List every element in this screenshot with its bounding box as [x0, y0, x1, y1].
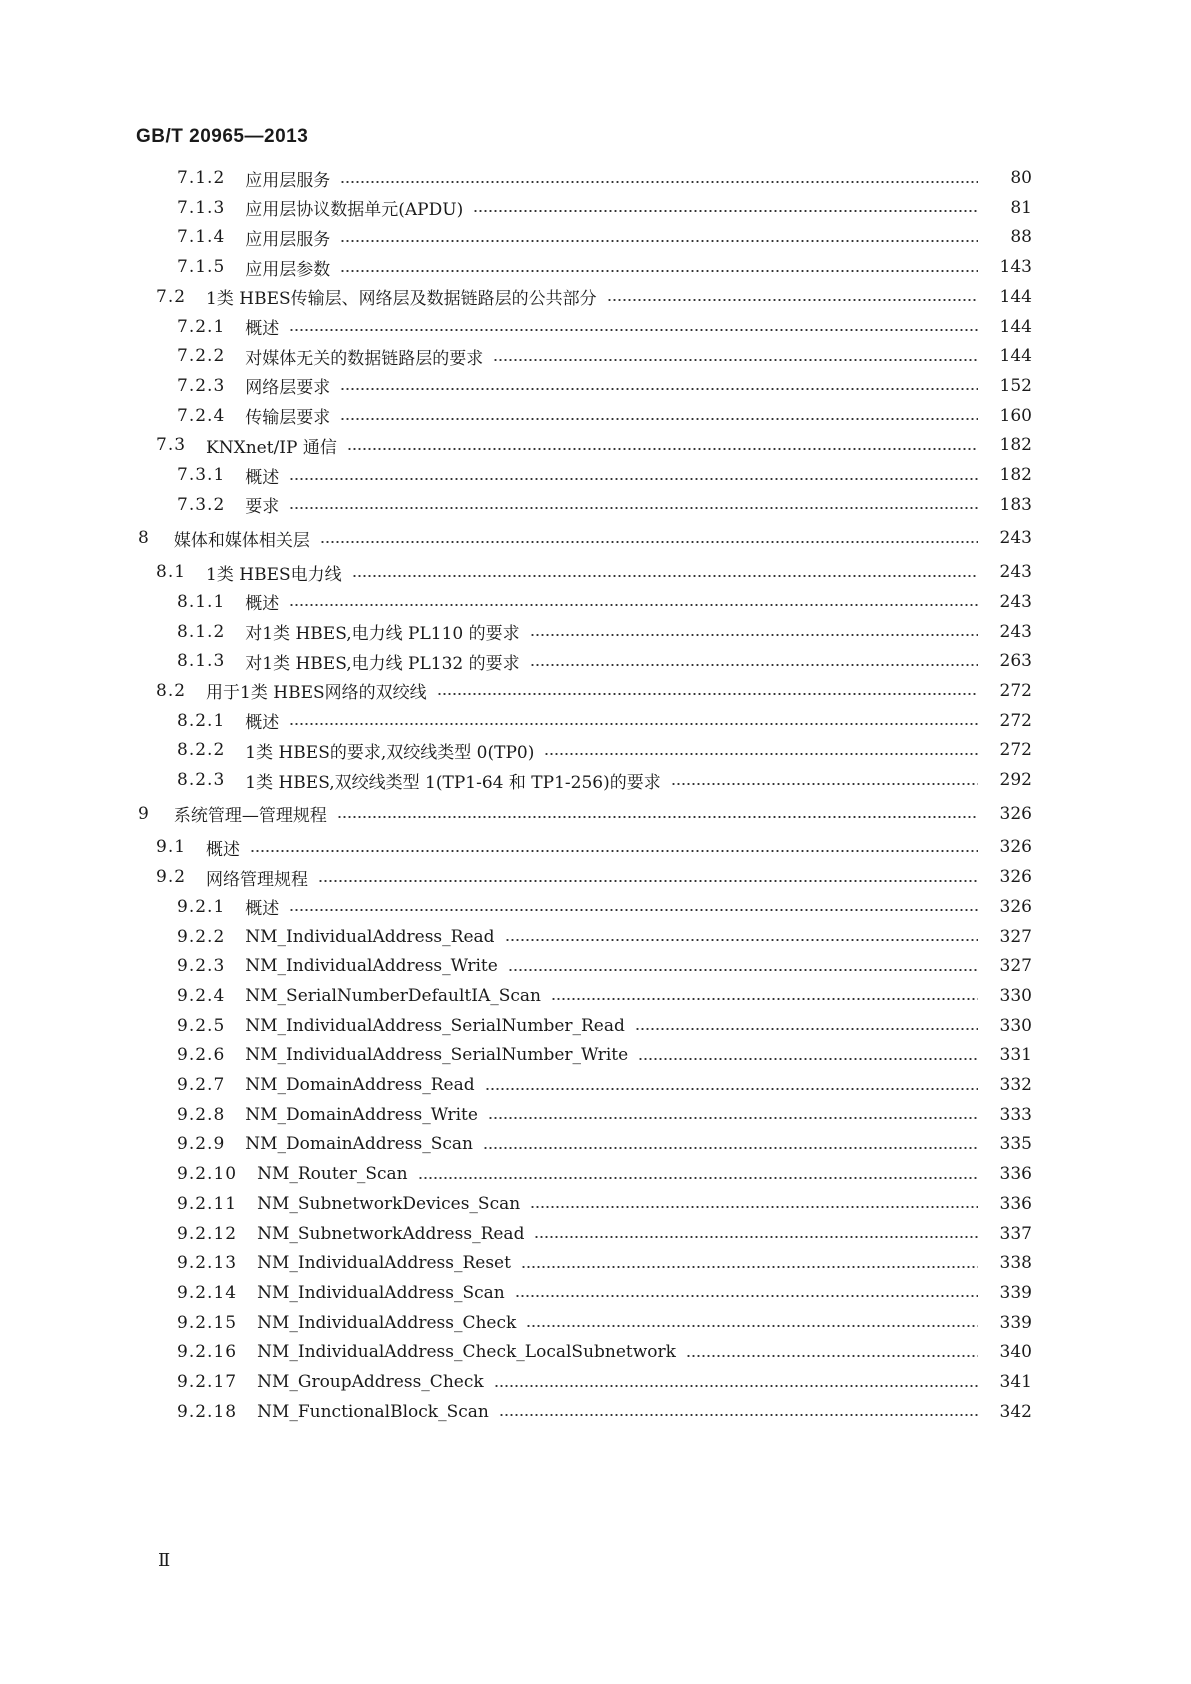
toc-entry-number: 8.1.3	[177, 651, 226, 672]
toc-leader-dots	[530, 634, 978, 636]
toc-entry-number: 7.2.3	[177, 375, 226, 396]
toc-leader-dots	[494, 1385, 978, 1387]
toc-entry-page: 88	[1010, 227, 1032, 248]
toc-entry-number: 7.2.4	[177, 405, 226, 426]
toc-entry-number: 9.2.12	[177, 1223, 238, 1244]
toc-leader-dots	[289, 478, 978, 480]
toc-entry-page: 80	[1010, 168, 1032, 188]
toc-entry-page: 182	[999, 465, 1032, 485]
toc-entry-page: 326	[999, 837, 1032, 858]
toc-entry[interactable]	[0, 1367, 1032, 1397]
toc-leader-dots	[505, 939, 978, 941]
toc-entry-number: 8.1.1	[177, 591, 226, 612]
toc-entry[interactable]	[0, 981, 1032, 1011]
toc-entry-number: 7.1.3	[177, 197, 226, 218]
toc-leader-dots	[635, 1028, 978, 1030]
toc-entry-title: 1类 HBES电力线	[206, 564, 342, 585]
toc-leader-dots	[521, 1266, 978, 1268]
toc-leader-dots	[437, 693, 978, 695]
toc-leader-dots	[686, 1355, 978, 1357]
toc-entry-number: 9.1	[156, 837, 187, 858]
toc-entry-number: 7.2	[156, 286, 187, 307]
toc-entry-title: 用于1类 HBES网络的双绞线	[206, 683, 427, 704]
toc-leader-dots	[318, 880, 978, 882]
toc-leader-dots	[337, 816, 978, 818]
toc-leader-dots	[515, 1295, 978, 1297]
toc-entry-page: 160	[999, 405, 1032, 426]
toc-entry-title: NM_Router_Scan	[257, 1164, 408, 1185]
toc-entry-number: 7.2.1	[177, 316, 226, 337]
toc-entry-title: 应用层参数	[245, 259, 331, 280]
toc-entry-title: NM_IndividualAddress_Scan	[257, 1282, 505, 1303]
toc-entry[interactable]	[0, 1159, 1032, 1189]
toc-entry-number: 8	[138, 528, 150, 549]
toc-leader-dots	[352, 575, 978, 577]
toc-leader-dots	[488, 1117, 978, 1119]
toc-entry-page: 183	[999, 494, 1032, 515]
toc-entry[interactable]	[0, 1040, 1032, 1070]
toc-leader-dots	[485, 1088, 978, 1090]
toc-leader-dots	[493, 359, 978, 361]
toc-entry-number: 9.2.7	[177, 1075, 226, 1095]
toc-entry-page: 330	[999, 985, 1032, 1006]
toc-entry-title: 对1类 HBES,电力线 PL132 的要求	[245, 653, 520, 674]
toc-entry-page: 337	[999, 1223, 1032, 1244]
toc-entry-page: 331	[999, 1045, 1032, 1066]
toc-entry-title: 概述	[245, 467, 280, 488]
toc-leader-dots	[289, 909, 978, 911]
toc-entry-title: 对1类 HBES,电力线 PL110 的要求	[245, 624, 520, 644]
toc-entry-page: 341	[999, 1372, 1032, 1392]
toc-leader-dots	[320, 541, 978, 543]
toc-entry-title: 1类 HBES,双绞线类型 1(TP1-64 和 TP1-256)的要求	[245, 772, 661, 793]
toc-entry-page: 340	[999, 1342, 1032, 1363]
toc-leader-dots	[340, 388, 978, 390]
toc-leader-dots	[530, 664, 978, 666]
toc-leader-dots	[473, 210, 978, 212]
toc-entry-page: 144	[999, 316, 1032, 337]
toc-entry-title: 概述	[245, 319, 280, 339]
toc-entry-number: 9	[138, 803, 150, 824]
toc-entry-page: 339	[999, 1312, 1032, 1333]
toc-entry-page: 335	[999, 1134, 1032, 1155]
toc-leader-dots	[418, 1177, 978, 1179]
toc-entry-page: 243	[999, 562, 1032, 583]
toc-entry-number: 7.2.2	[177, 346, 226, 367]
toc-entry-number: 8.2.3	[177, 770, 226, 790]
toc-entry-title: 网络管理规程	[206, 869, 309, 890]
toc-entry-page: 336	[999, 1193, 1032, 1214]
toc-entry[interactable]	[0, 799, 1032, 829]
toc-entry[interactable]	[0, 557, 1032, 587]
toc-entry-title: 媒体和媒体相关层	[173, 530, 310, 551]
toc-entry-page: 144	[999, 346, 1032, 367]
toc-leader-dots	[499, 1414, 978, 1416]
toc-entry[interactable]	[0, 282, 1032, 312]
toc-entry[interactable]	[0, 341, 1032, 371]
toc-entry-number: 9.2.1	[177, 896, 226, 917]
page-number: Ⅱ	[158, 1550, 171, 1571]
toc-entry[interactable]	[0, 523, 1032, 553]
toc-entry-title: NM_IndividualAddress_Check_LocalSubnetwork	[257, 1342, 676, 1363]
toc-entry[interactable]	[0, 1248, 1032, 1278]
toc-entry-page: 243	[999, 591, 1032, 612]
toc-entry-page: 326	[999, 896, 1032, 917]
standard-code: GB/T 20965—2013	[136, 126, 309, 147]
toc-entry[interactable]	[0, 401, 1032, 431]
toc-entry-number: 7.3.1	[177, 465, 226, 485]
toc-entry[interactable]	[0, 862, 1032, 892]
toc-leader-dots	[347, 448, 978, 450]
toc-entry-title: 对媒体无关的数据链路层的要求	[245, 348, 484, 369]
toc-leader-dots	[671, 783, 978, 785]
toc-entry[interactable]	[0, 951, 1032, 981]
toc-entry-number: 9.2.18	[177, 1401, 238, 1422]
toc-entry-page: 243	[999, 621, 1032, 642]
toc-entry-page: 152	[999, 375, 1032, 396]
toc-entry-page: 326	[999, 803, 1032, 824]
toc-leader-dots	[526, 1325, 978, 1327]
toc-entry-title: NM_GroupAddress_Check	[257, 1372, 484, 1392]
toc-leader-dots	[289, 723, 978, 725]
toc-entry-page: 332	[999, 1075, 1032, 1095]
toc-entry-number: 9.2.2	[177, 926, 226, 947]
toc-entry[interactable]	[0, 646, 1032, 676]
toc-entry-title: 概述	[245, 594, 280, 615]
toc-entry-number: 9.2.3	[177, 956, 226, 977]
toc-entry-number: 9.2.10	[177, 1164, 238, 1185]
toc-entry-title: NM_DomainAddress_Write	[245, 1104, 478, 1125]
toc-entry[interactable]	[0, 676, 1032, 706]
toc-entry-title: 概述	[245, 899, 280, 920]
toc-entry-page: 81	[1010, 197, 1032, 218]
toc-entry-number: 9.2	[156, 867, 187, 888]
toc-entry-number: 9.2.6	[177, 1045, 226, 1066]
toc-entry-page: 182	[999, 435, 1032, 456]
toc-entry-title: NM_IndividualAddress_SerialNumber_Write	[245, 1045, 629, 1066]
toc-entry[interactable]	[0, 1308, 1032, 1338]
toc-entry-title: NM_DomainAddress_Scan	[245, 1134, 473, 1155]
toc-entry[interactable]	[0, 193, 1032, 223]
toc-entry[interactable]	[0, 371, 1032, 401]
toc-entry-title: NM_IndividualAddress_Read	[245, 926, 495, 947]
toc-entry[interactable]	[0, 252, 1032, 282]
toc-entry[interactable]	[0, 765, 1032, 795]
toc-entry[interactable]	[0, 430, 1032, 460]
toc-entry[interactable]	[0, 1337, 1032, 1367]
toc-leader-dots	[289, 329, 978, 331]
toc-entry-page: 143	[999, 257, 1032, 278]
toc-entry-page: 263	[999, 651, 1032, 672]
toc-entry[interactable]	[0, 490, 1032, 520]
toc-entry-page: 272	[999, 680, 1032, 701]
toc-entry-title: 系统管理—管理规程	[173, 806, 327, 827]
toc-entry-number: 9.2.14	[177, 1282, 238, 1303]
toc-leader-dots	[544, 753, 978, 755]
toc-entry-title: KNXnet/IP 通信	[206, 437, 337, 458]
toc-entry[interactable]	[0, 922, 1032, 952]
toc-entry-title: NM_IndividualAddress_Write	[245, 956, 498, 977]
toc-entry-page: 330	[999, 1015, 1032, 1036]
toc-entry-page: 336	[999, 1164, 1032, 1185]
toc-entry[interactable]	[0, 163, 1032, 193]
toc-entry[interactable]	[0, 1189, 1032, 1219]
toc-entry[interactable]	[0, 1129, 1032, 1159]
toc-entry[interactable]	[0, 460, 1032, 490]
toc-entry-number: 7.3.2	[177, 494, 226, 515]
toc-entry[interactable]	[0, 312, 1032, 342]
toc-leader-dots	[638, 1058, 978, 1060]
toc-leader-dots	[508, 969, 978, 971]
toc-entry-title: NM_DomainAddress_Read	[245, 1075, 475, 1095]
toc-entry-page: 243	[999, 528, 1032, 549]
toc-entry-number: 8.1	[156, 562, 187, 583]
toc-entry[interactable]	[0, 735, 1032, 765]
toc-leader-dots	[289, 507, 978, 509]
toc-entry[interactable]	[0, 1070, 1032, 1100]
toc-entry-page: 342	[999, 1401, 1032, 1422]
toc-entry[interactable]	[0, 1100, 1032, 1130]
toc-leader-dots	[340, 240, 978, 242]
toc-entry-title: 概述	[245, 713, 280, 734]
toc-entry-page: 333	[999, 1104, 1032, 1125]
toc-entry-number: 9.2.9	[177, 1134, 226, 1155]
toc-entry-page: 144	[999, 286, 1032, 307]
toc-entry-title: 应用层服务	[245, 229, 331, 250]
toc-leader-dots	[534, 1236, 978, 1238]
toc-entry-number: 8.2.2	[177, 740, 226, 761]
toc-entry-page: 339	[999, 1282, 1032, 1303]
toc-leader-dots	[551, 998, 978, 1000]
toc-leader-dots	[289, 604, 978, 606]
toc-entry-title: 概述	[206, 839, 241, 860]
toc-entry-title: NM_IndividualAddress_Check	[257, 1312, 517, 1333]
toc-entry-number: 8.2.1	[177, 710, 226, 731]
toc-entry[interactable]	[0, 1397, 1032, 1427]
toc-entry-title: NM_SerialNumberDefaultIA_Scan	[245, 985, 541, 1006]
toc-leader-dots	[340, 270, 978, 272]
toc-entry[interactable]	[0, 706, 1032, 736]
toc-entry-number: 9.2.13	[177, 1253, 238, 1274]
toc-entry-title: NM_SubnetworkDevices_Scan	[257, 1193, 521, 1214]
toc-entry-number: 7.1.4	[177, 227, 226, 248]
toc-entry-title: NM_SubnetworkAddress_Read	[257, 1223, 525, 1244]
toc-entry-page: 292	[999, 770, 1032, 790]
toc-entry[interactable]	[0, 222, 1032, 252]
toc-entry-number: 9.2.16	[177, 1342, 238, 1363]
toc-entry[interactable]	[0, 892, 1032, 922]
toc-entry-title: 1类 HBES传输层、网络层及数据链路层的公共部分	[206, 289, 597, 310]
toc-entry-title: NM_IndividualAddress_SerialNumber_Read	[245, 1015, 625, 1036]
toc-entry[interactable]	[0, 1219, 1032, 1249]
toc-entry-number: 9.2.4	[177, 985, 226, 1006]
toc-entry-number: 7.3	[156, 435, 187, 456]
toc-entry-page: 327	[999, 926, 1032, 947]
toc-entry[interactable]	[0, 1011, 1032, 1041]
toc-entry-title: 应用层协议数据单元(APDU)	[245, 200, 464, 221]
toc-entry[interactable]	[0, 832, 1032, 862]
toc-entry-number: 9.2.8	[177, 1104, 226, 1125]
toc-entry[interactable]	[0, 1278, 1032, 1308]
toc-entry-title: 网络层要求	[245, 378, 331, 399]
toc-entry-number: 7.1.5	[177, 257, 226, 278]
toc-entry-page: 326	[999, 867, 1032, 888]
toc-entry-number: 9.2.17	[177, 1372, 238, 1392]
toc-entry-number: 8.1.2	[177, 621, 226, 642]
toc-leader-dots	[340, 418, 978, 420]
toc-entry-number: 8.2	[156, 680, 187, 701]
toc-entry-title: 应用层服务	[245, 170, 331, 191]
toc-entry-number: 9.2.15	[177, 1312, 238, 1333]
toc-leader-dots	[530, 1206, 978, 1208]
toc-entry-number: 7.1.2	[177, 168, 226, 188]
toc-entry-page: 272	[999, 740, 1032, 761]
toc-leader-dots	[250, 850, 978, 852]
toc-entry-title: 传输层要求	[245, 408, 331, 429]
toc-entry[interactable]	[0, 617, 1032, 647]
toc-entry-number: 9.2.5	[177, 1015, 226, 1036]
toc-entry[interactable]	[0, 587, 1032, 617]
toc-entry-title: NM_FunctionalBlock_Scan	[257, 1401, 489, 1422]
toc-entry-page: 338	[999, 1253, 1032, 1274]
toc-leader-dots	[340, 181, 978, 183]
toc-entry-title: NM_IndividualAddress_Reset	[257, 1253, 511, 1274]
toc-entry-title: 1类 HBES的要求,双绞线类型 0(TP0)	[245, 742, 535, 763]
toc-entry-title: 要求	[245, 497, 280, 518]
toc-leader-dots	[607, 299, 978, 301]
toc-leader-dots	[483, 1147, 978, 1149]
toc-entry-page: 327	[999, 956, 1032, 977]
toc-entry-page: 272	[999, 710, 1032, 731]
toc-entry-number: 9.2.11	[177, 1193, 238, 1214]
